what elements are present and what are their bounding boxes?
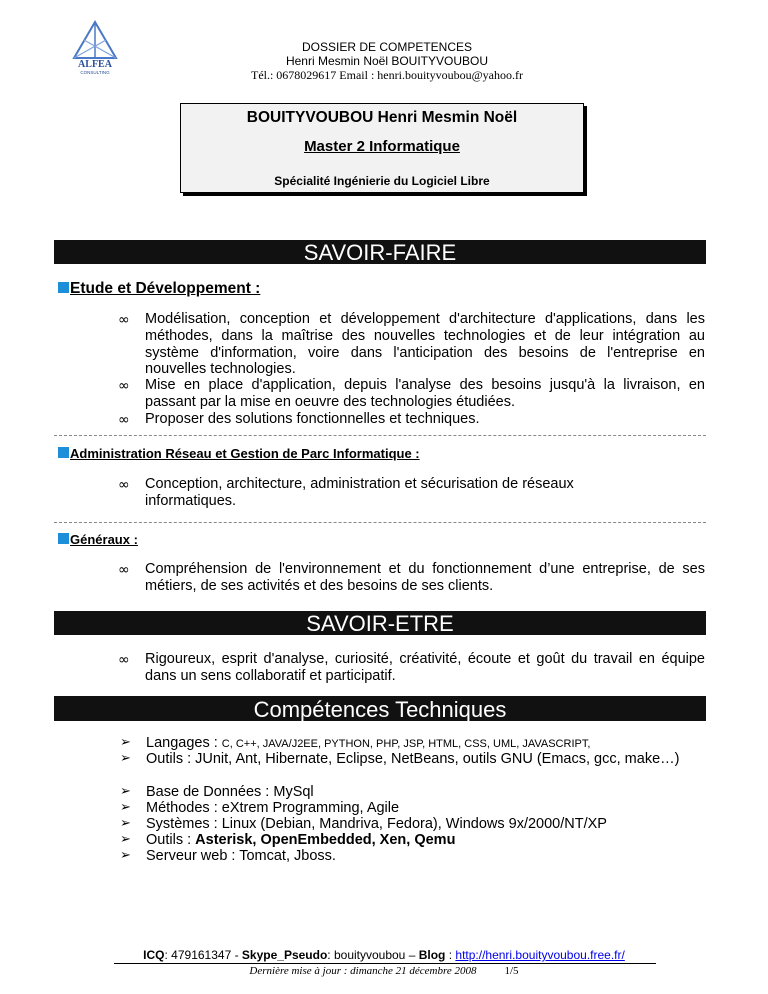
infinity-bullet-icon: ∞ [118,562,130,578]
icq-label: ICQ [143,948,165,962]
footer-contacts [0,948,768,962]
square-bullet-icon [58,533,69,544]
skype-label: Skype_Pseudo [241,948,328,962]
degree: Master 2 Informatique [304,138,460,155]
square-bullet-icon [58,282,69,293]
divider [54,522,706,523]
heading-etude [58,280,260,298]
list-item: Rigoureux, esprit d'analyse, curiosité, créativité, écoute et goût du travail en équipe dans un sens collaboratif et participatif. [145,651,705,684]
banner-savoir-etre: SAVOIR-ETRE [54,611,706,635]
banner-competences: Compétences Techniques [54,696,706,721]
infinity-bullet-icon: ∞ [118,378,130,394]
title-box [180,103,584,193]
list-item: Mise en place d'application, depuis l'analyse des besoins jusqu'à la livraison, en passant par la mise en oeuvre des technologies étudiées. [145,377,705,410]
list-item: Modélisation, conception et développement d'architecture d'applications, dans les méthodes, dans la maîtrise des nouvelles technologies et de leur intégration au système d'information, voire dans l'anticipation des besoins de l'entreprise en nouvelles technologies. [145,311,705,378]
arrow-bullet-icon: ➢ [120,848,131,863]
outils2-label: Outils : [146,832,196,848]
arrow-bullet-icon: ➢ [120,751,131,766]
infinity-bullet-icon: ∞ [118,477,130,493]
footer-rule [114,963,656,964]
icq-value: : 479161347 - [164,948,242,962]
skype-value: : bouityvoubou – [327,948,419,962]
banner-savoir-faire: SAVOIR-FAIRE [54,240,706,264]
outils2-value: Asterisk, OpenEmbedded, Xen, Qemu [195,832,456,848]
candidate-name: BOUITYVOUBOU Henri Mesmin Noël [246,109,518,126]
arrow-bullet-icon: ➢ [120,800,131,815]
list-item: Proposer des solutions fonctionnelles et techniques. [145,411,480,427]
heading-admin-label: Administration Réseau et Gestion de Parc Informatique : [70,446,420,461]
square-bullet-icon [58,447,69,458]
systemes-text: Systèmes : Linux (Debian, Mandriva, Fedora), Windows 9x/2000/NT/XP [146,816,607,832]
methodes-text: Méthodes : eXtrem Programming, Agile [146,800,400,816]
page-number: 1/5 [504,965,519,977]
footer-updated [0,965,768,977]
arrow-bullet-icon: ➢ [120,832,131,847]
logo-subtext: CONSULTING [80,70,110,75]
blog-label: Blog [418,948,446,962]
outils-text: Outils : JUnit, Ant, Hibernate, Eclipse, NetBeans, outils GNU (Emacs, gcc, make…) [146,751,680,767]
serveur-text: Serveur web : Tomcat, Jboss. [146,848,336,864]
blog-sep: : [445,948,456,962]
last-updated: Dernière mise à jour : dimanche 21 décembre 2008 [249,965,477,977]
header-person-name: Henri Mesmin Noël BOUITYVOUBOU [285,54,489,68]
langages-label: Langages : [146,735,222,751]
blog-link[interactable]: http://henri.bouityvoubou.free.fr/ [455,948,625,962]
alfea-logo-icon [66,20,124,76]
header-doc-title: DOSSIER DE COMPETENCES [301,40,473,54]
alfea-logo [66,20,124,76]
arrow-bullet-icon: ➢ [120,735,131,750]
arrow-bullet-icon: ➢ [120,784,131,799]
infinity-bullet-icon: ∞ [118,652,130,668]
heading-admin [58,446,420,461]
infinity-bullet-icon: ∞ [118,412,130,428]
list-item: Compréhension de l'environnement et du fonctionnement d’une entreprise, de ses métiers, de ses activités et des besoins de ses clients. [145,561,705,594]
heading-generaux [58,532,138,547]
heading-etude-label: Etude et Développement : [70,280,261,297]
infinity-bullet-icon: ∞ [118,312,130,328]
divider [54,435,706,436]
heading-generaux-label: Généraux : [70,532,138,547]
logo-text: ALFEA [78,59,112,70]
bdd-text: Base de Données : MySql [146,784,314,800]
langages-value: C, C++, JAVA/J2EE, PYTHON, PHP, JSP, HTML, CSS, UML, JAVASCRIPT, [221,738,591,750]
list-item: Conception, architecture, administration et sécurisation de réseaux informatiques. [145,476,574,509]
arrow-bullet-icon: ➢ [120,816,131,831]
header-contact: Tél.: 0678029617 Email : henri.bouityvoubou@yahoo.fr [250,68,523,82]
speciality: Spécialité Ingénierie du Logiciel Libre [274,174,490,188]
